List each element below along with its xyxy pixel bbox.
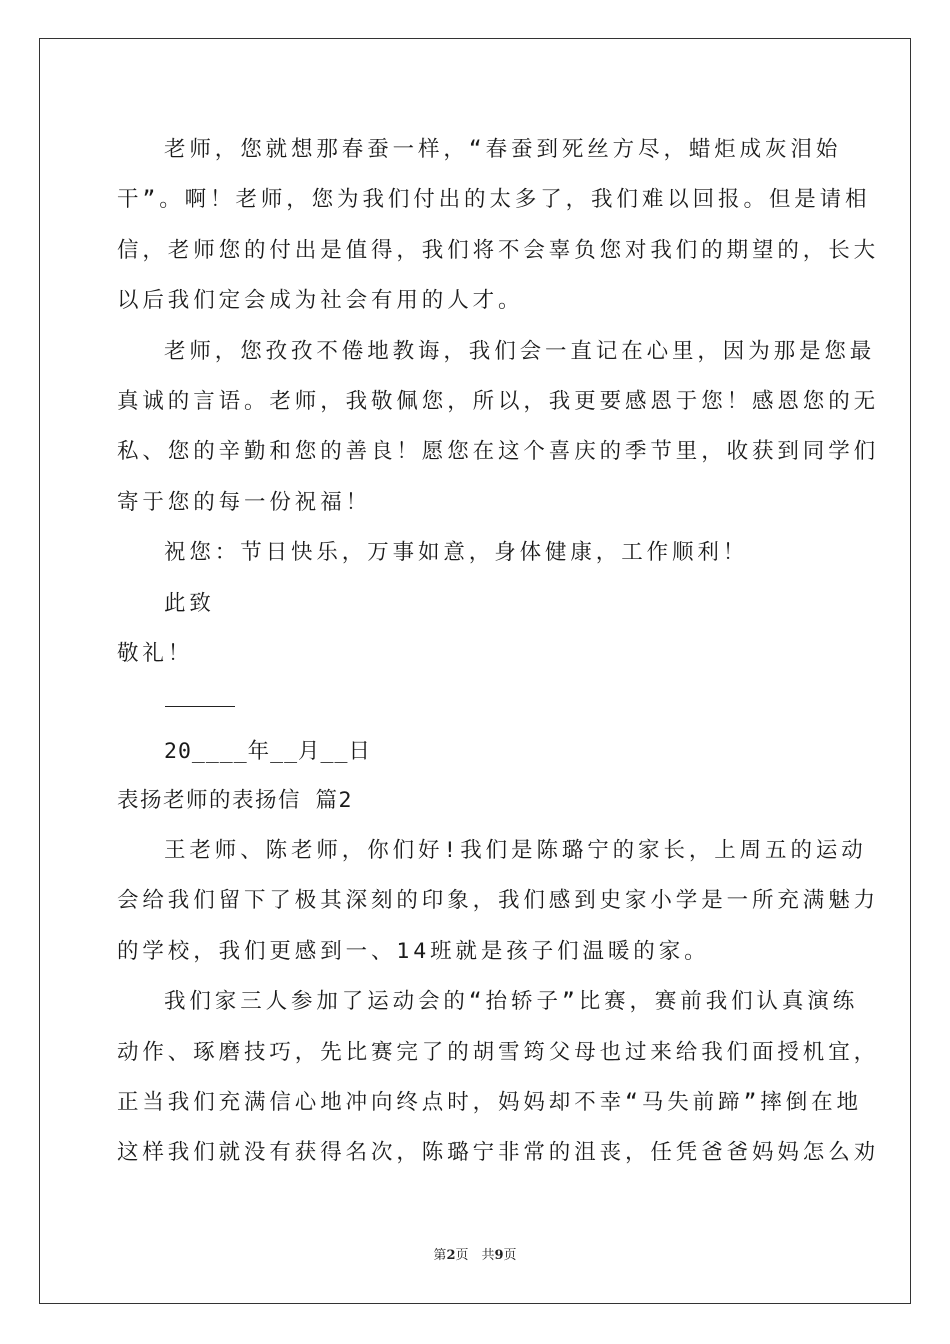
paragraph-line: 这样我们就没有获得名次，陈璐宁非常的沮丧，任凭爸爸妈妈怎么劝 — [117, 1140, 880, 1165]
paragraph-line: 老师，您孜孜不倦地教诲，我们会一直记在心里，因为那是您最 — [164, 339, 876, 364]
paragraph-line: 真诚的言语。老师，我敬佩您，所以，我更要感恩于您！感恩您的无 — [117, 389, 880, 414]
footer-suffix: 页 — [503, 1248, 517, 1263]
signature-line — [165, 706, 235, 707]
paragraph-line: 寄于您的每一份祝福！ — [117, 490, 372, 515]
paragraph-line: 信，老师您的付出是值得，我们将不会辜负您对我们的期望的，长大 — [117, 238, 880, 263]
paragraph-line: 我们家三人参加了运动会的“抬轿子”比赛，赛前我们认真演练 — [164, 989, 859, 1014]
footer-prefix: 第 — [433, 1248, 447, 1263]
wish-line: 祝您：节日快乐，万事如意，身体健康，工作顺利！ — [164, 540, 749, 565]
page-total: 9 — [494, 1248, 504, 1263]
paragraph-line: 的学校，我们更感到一、14班就是孩子们温暖的家。 — [117, 939, 710, 964]
paragraph-line: 正当我们充满信心地冲向终点时，妈妈却不幸“马失前蹄”摔倒在地 — [117, 1090, 862, 1115]
section-title: 表扬老师的表扬信 篇2 — [117, 788, 353, 813]
paragraph-line: 王老师、陈老师，你们好!我们是陈璐宁的家长，上周五的运动 — [164, 838, 867, 863]
salutation-line: 敬礼！ — [117, 641, 194, 666]
closing-line: 此致 — [164, 591, 215, 616]
paragraph-line: 动作、琢磨技巧，先比赛完了的胡雪筠父母也过来给我们面授机宜， — [117, 1040, 880, 1065]
paragraph-line: 私、您的辛勤和您的善良！愿您在这个喜庆的季节里，收获到同学们 — [117, 439, 880, 464]
paragraph-line: 干”。啊！老师，您为我们付出的太多了，我们难以回报。但是请相 — [117, 187, 871, 212]
paragraph-line: 会给我们留下了极其深刻的印象，我们感到史家小学是一所充满魅力 — [117, 888, 880, 913]
page-number: 2 — [446, 1248, 456, 1263]
footer-mid: 页 共 — [455, 1248, 495, 1263]
paragraph-line: 以后我们定会成为社会有用的人才。 — [117, 288, 524, 313]
paragraph-line: 老师，您就想那春蚕一样，“春蚕到死丝方尽，蜡炬成灰泪始 — [164, 137, 842, 162]
page-footer — [0, 1244, 950, 1263]
date-line: 20____年__月__日 — [164, 739, 371, 764]
